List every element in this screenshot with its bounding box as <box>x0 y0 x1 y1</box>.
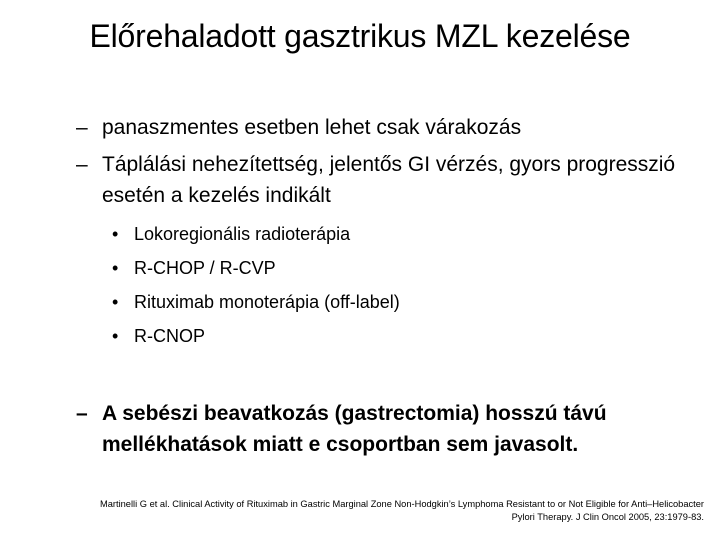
sub-list-item-text: R-CNOP <box>134 326 205 346</box>
footnote-line: Martinelli G et al. Clinical Activity of Rituximab in Gastric Marginal Zone Non-Hodgkin’s Lymphoma Resistant to or Not Eligible for Anti–Helicobacter <box>99 499 704 509</box>
list-item-text: Táplálási nehezítettség, jelentős GI vérzés, gyors progresszió esetén a kezelés indikált <box>102 153 676 207</box>
sub-list-item <box>112 256 672 280</box>
dash-marker: – <box>76 116 88 139</box>
sub-list-item <box>112 324 672 348</box>
bullet-marker: • <box>112 292 119 312</box>
list-item-text: panaszmentes esetben lehet csak várakozás <box>102 116 522 139</box>
footnote-line: Pylori Therapy. J Clin Oncol 2005, 23:1979-83. <box>511 512 704 522</box>
sub-list-item <box>112 222 672 246</box>
sub-list-item-text: Rituximab monoterápia (off-label) <box>134 292 400 312</box>
list-item <box>76 112 706 143</box>
sub-list-item-text: R-CHOP / R-CVP <box>134 258 276 278</box>
bullet-marker: • <box>112 258 119 278</box>
slide-title: Előrehaladott gasztrikus MZL kezelése <box>89 18 631 54</box>
list-item <box>76 149 706 211</box>
conclusion-text: A sebészi beavatkozás (gastrectomia) hosszú távú mellékhatások miatt e csoportban sem javasolt. <box>102 402 607 456</box>
citation-footnote <box>14 498 704 524</box>
conclusion-item <box>76 398 706 460</box>
bullet-marker: • <box>112 326 119 346</box>
dash-marker: – <box>76 153 88 176</box>
sub-list-item-text: Lokoregionális radioterápia <box>134 224 351 244</box>
bullet-marker: • <box>112 224 119 244</box>
sub-list-item <box>112 290 672 314</box>
dash-marker: – <box>76 402 88 425</box>
